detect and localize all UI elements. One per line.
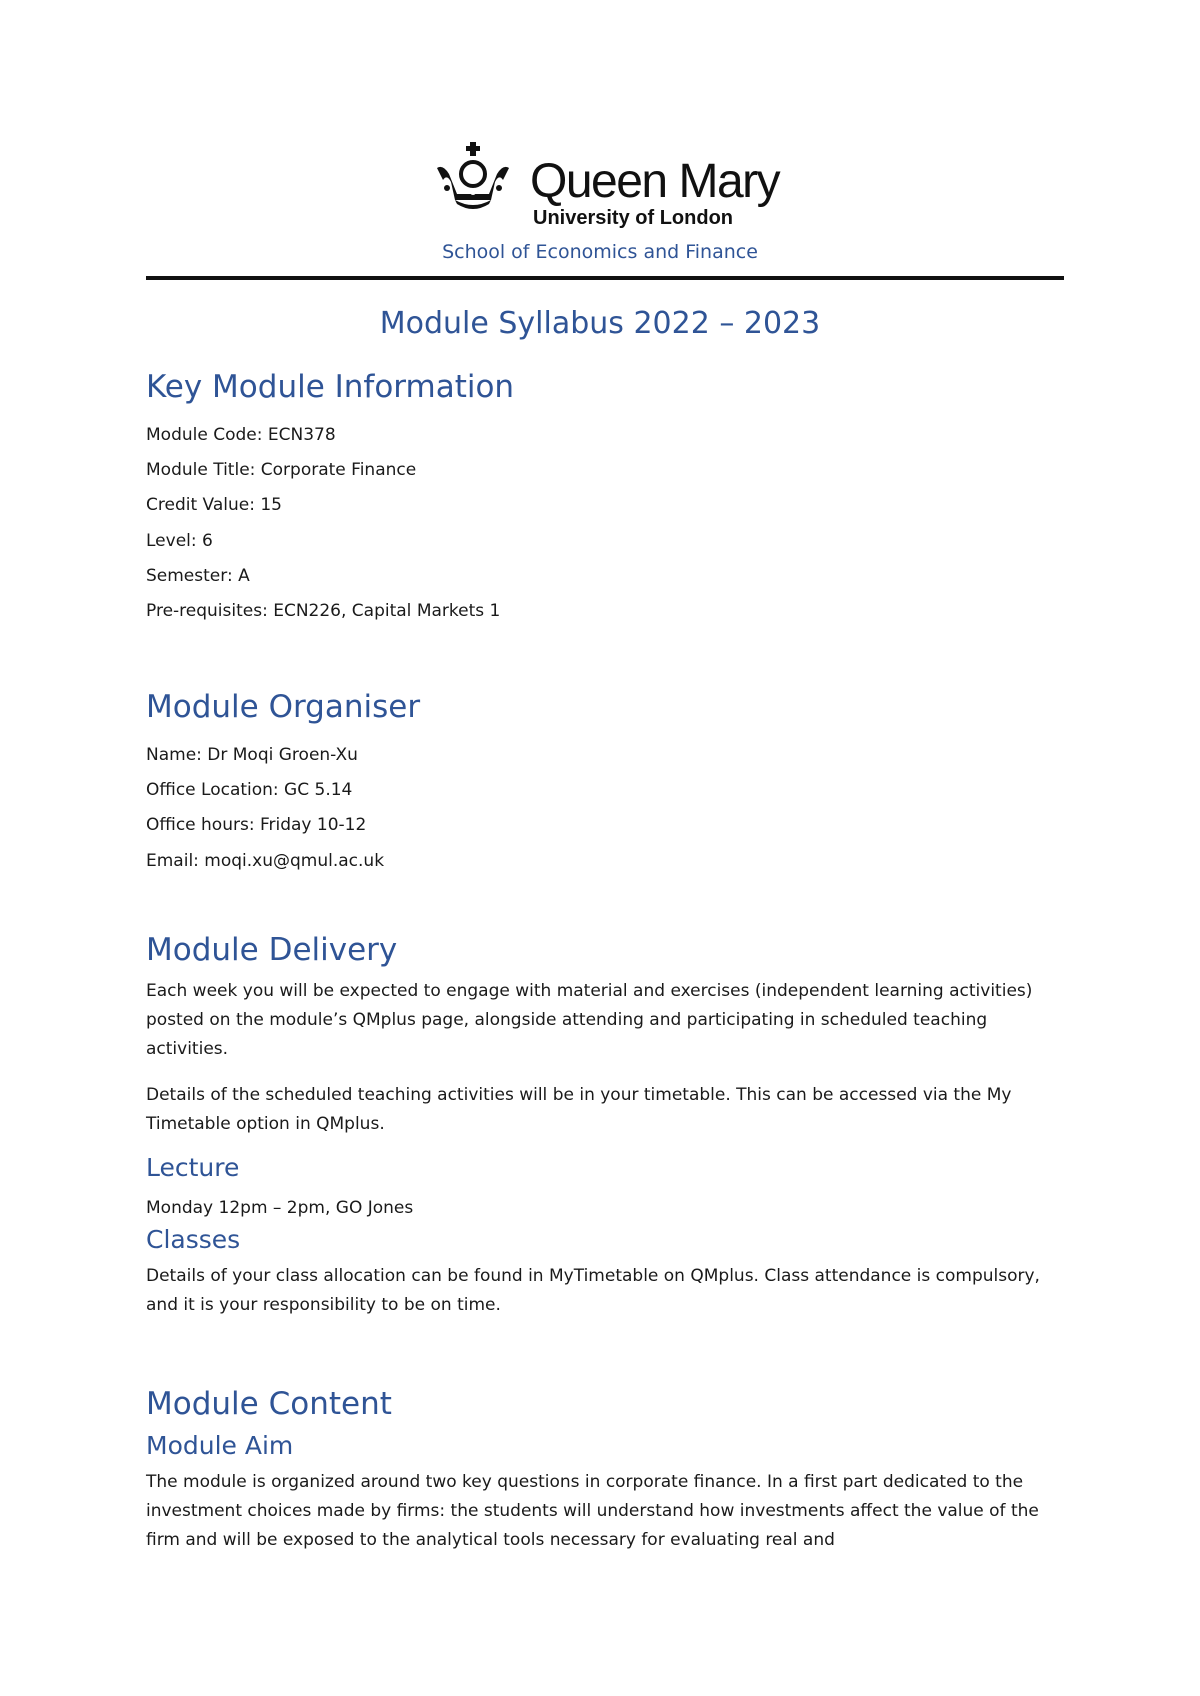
- organiser-heading: Module Organiser: [146, 689, 421, 725]
- office-location: Office Location: GC 5.14: [146, 780, 353, 800]
- credit-value: Credit Value: 15: [146, 495, 282, 515]
- prerequisites: Pre-requisites: ECN226, Capital Markets 1: [146, 601, 501, 621]
- classes-paragraph: Details of your class allocation can be found in MyTimetable on QMplus. Class attendance is compulsory, and it is your responsibility to be on time.: [146, 1266, 1040, 1315]
- school-name: School of Economics and Finance: [442, 241, 758, 263]
- university-logo: [433, 140, 793, 240]
- aim-paragraph: The module is organized around two key questions in corporate finance. In a first part dedicated to the investment choices made by firms: the students will understand how investments affect the value of the firm and will be exposed to the analytical tools necessary for evaluating real and: [146, 1472, 1039, 1550]
- module-level: Level: 6: [146, 531, 213, 551]
- module-title: Module Title: Corporate Finance: [146, 460, 417, 480]
- aim-heading: Module Aim: [146, 1431, 294, 1460]
- header-divider: [146, 276, 1064, 280]
- brand-subtitle: University of London: [533, 207, 733, 229]
- lecture-time: Monday 12pm – 2pm, GO Jones: [146, 1198, 414, 1218]
- document-title: Module Syllabus 2022 – 2023: [379, 306, 821, 341]
- organiser-name: Name: Dr Moqi Groen-Xu: [146, 745, 358, 765]
- classes-heading: Classes: [146, 1225, 241, 1254]
- delivery-heading: Module Delivery: [146, 932, 398, 968]
- key-info-heading: Key Module Information: [146, 369, 515, 405]
- semester: Semester: A: [146, 566, 250, 586]
- brand-name: Queen Mary: [530, 155, 780, 208]
- organiser-email[interactable]: Email: moqi.xu@qmul.ac.uk: [146, 851, 385, 871]
- lecture-heading: Lecture: [146, 1153, 240, 1182]
- crown-crest-icon: [433, 140, 513, 220]
- delivery-paragraph-1: Each week you will be expected to engage with material and exercises (independent learning activities) posted on the module’s QMplus page, alongside attending and participating in scheduled teaching activities.: [146, 981, 1033, 1059]
- office-hours: Office hours: Friday 10-12: [146, 815, 367, 835]
- content-heading: Module Content: [146, 1386, 392, 1422]
- module-code: Module Code: ECN378: [146, 425, 336, 445]
- delivery-paragraph-2: Details of the scheduled teaching activities will be in your timetable. This can be accessed via the My Timetable option in QMplus.: [146, 1085, 1012, 1134]
